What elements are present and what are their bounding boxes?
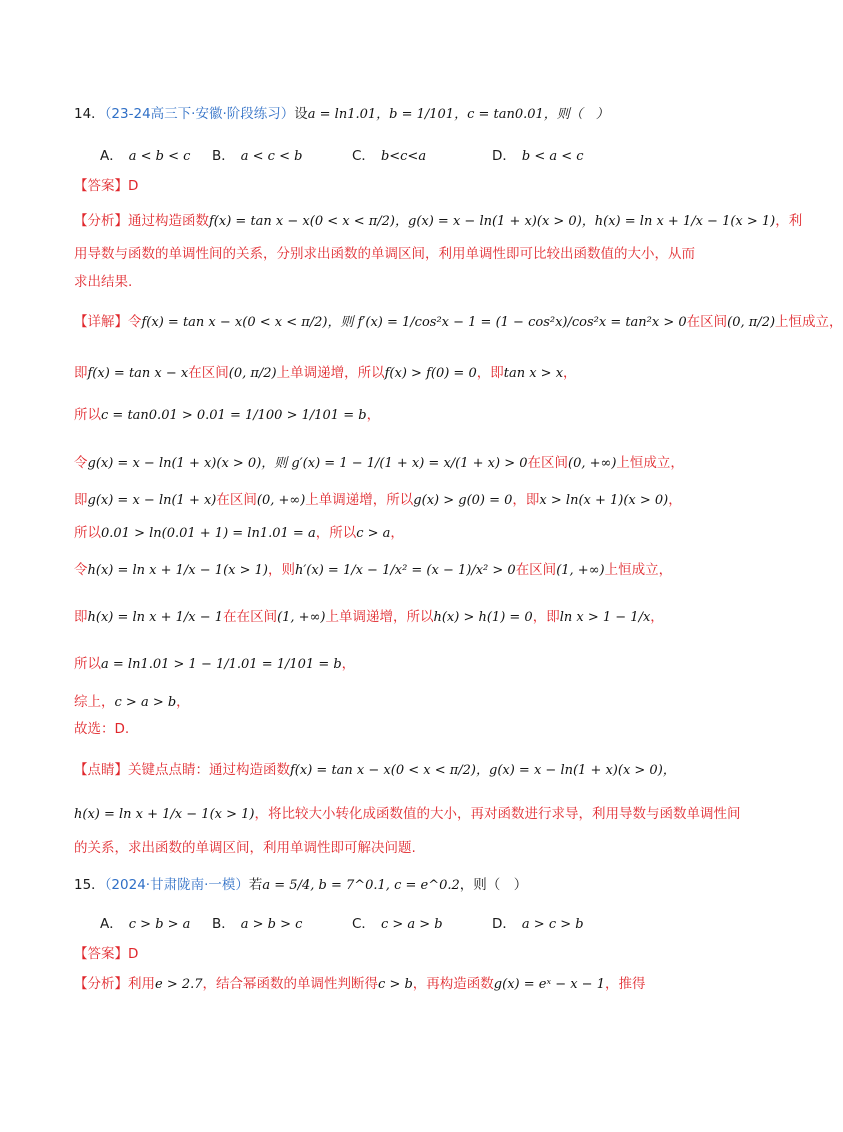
detail-math: (1, +∞)	[556, 563, 605, 578]
q15-source: （2024·甘肃陇南·一模）	[104, 877, 249, 893]
q15-answer	[74, 944, 734, 964]
detail-text: 在在区间	[223, 609, 278, 625]
detail-text: 上恒成立，	[616, 455, 684, 471]
detail-text: ，	[390, 525, 404, 541]
analysis-math: f(x) = tan x − x(0 < x < π/2)，g(x) = x − ln(1 + x)(x > 0)，h(x) = ln x + 1/x − 1(x > 1)	[209, 214, 776, 229]
detail-text: 在区间	[527, 455, 569, 471]
detail-text: ，	[563, 365, 577, 381]
q14-detail-line-6	[74, 523, 734, 544]
detail-text: 上恒成立，	[775, 314, 843, 330]
q15-analysis-line-1	[74, 974, 734, 995]
q14-option-d[interactable]	[492, 146, 584, 167]
q14-option-c[interactable]	[352, 146, 426, 167]
detail-text: 上单调递增，所以	[325, 609, 434, 625]
detail-math: g(x) > g(0) = 0	[413, 493, 513, 508]
analysis-text: ，推得	[604, 976, 646, 992]
option-label: C．	[352, 148, 375, 164]
detail-math: c = tan0.01 > 0.01 = 1/100 > 1/101 = b	[101, 408, 367, 423]
q14-option-b[interactable]	[212, 146, 302, 167]
q15-stem	[74, 875, 734, 896]
option-text: a < c < b	[240, 149, 303, 164]
q14-source: （23-24高三下·安徽·阶段练习）	[104, 106, 295, 122]
detail-text: 即	[74, 365, 88, 381]
detail-text: 上单调递增，所以	[305, 492, 414, 508]
detail-text: ，	[650, 609, 664, 625]
option-text: a > b > c	[240, 917, 303, 932]
q14-detail-line-2	[74, 363, 734, 384]
analysis-math: g(x) = eˣ − x − 1	[493, 977, 605, 992]
analysis-tag: 【分析】	[74, 976, 128, 992]
q14-stem-math: a = ln1.01，b = 1/101，c = tan0.01，则（ ）	[307, 107, 609, 122]
option-label: D．	[492, 148, 516, 164]
comment-math: f(x) = tan x − x(0 < x < π/2)，g(x) = x − ln(1 + x)(x > 0)，	[290, 763, 676, 778]
q14-detail-line-10	[74, 692, 734, 713]
detail-text: ，即	[532, 609, 560, 625]
detail-text: ，	[341, 656, 356, 672]
option-text: a > c > b	[521, 917, 584, 932]
option-label: B．	[212, 916, 235, 932]
option-label: A．	[100, 916, 123, 932]
detail-text: 上单调递增，所以	[276, 365, 385, 381]
detail-text: ，即	[476, 365, 504, 381]
answer-tag: 【答案】	[74, 178, 128, 194]
detail-math: ln x > 1 − 1/x	[559, 610, 651, 625]
q14-detail-line-3	[74, 405, 734, 426]
detail-text: 所以	[74, 525, 101, 541]
detail-math: 0.01 > ln(0.01 + 1) = ln1.01 = a	[101, 526, 316, 541]
detail-math: h(x) > h(1) = 0	[433, 610, 533, 625]
detail-math: g(x) = x − ln(1 + x)	[87, 493, 217, 508]
q14-detail-line-8	[74, 607, 734, 628]
option-label: A．	[100, 148, 123, 164]
detail-math: (0, +∞)	[568, 456, 617, 471]
q15-option-d[interactable]	[492, 914, 584, 935]
q15-stem-suffix: ，则（ ）	[459, 877, 528, 893]
q15-option-c[interactable]	[352, 914, 443, 935]
detail-math: g(x) = x − ln(1 + x)(x > 0)，则 g′(x) = 1 − 1/(1 + x) = x/(1 + x) > 0	[87, 456, 528, 471]
detail-math: h(x) = ln x + 1/x − 1	[87, 610, 224, 625]
detail-text: 即	[74, 609, 88, 625]
analysis-text: ，再构造函数	[412, 976, 494, 992]
detail-text: 故选：D.	[74, 721, 130, 737]
detail-math: h(x) = ln x + 1/x − 1(x > 1)	[87, 563, 268, 578]
comment-text: ，将比较大小转化成函数值的大小，再对函数进行求导，利用导数与函数单调性间	[254, 806, 741, 822]
analysis-text: ，利	[775, 213, 803, 229]
detail-text: ，	[366, 407, 381, 423]
detail-math: f(x) = tan x − x	[87, 366, 189, 381]
detail-math: f(x) > f(0) = 0	[384, 366, 477, 381]
q15-stem-prefix: 若	[248, 877, 263, 893]
detail-math: c > a	[356, 526, 391, 541]
answer-value: D	[128, 946, 139, 962]
detail-text: 在区间	[686, 314, 728, 330]
analysis-text: ，结合幂函数的单调性判断得	[202, 976, 379, 992]
detail-text: 即	[74, 492, 88, 508]
q14-detail-line-7	[74, 560, 734, 581]
detail-math: f(x) = tan x − x(0 < x < π/2)，则 f′(x) = 1/cos²x − 1 = (1 − cos²x)/cos²x = tan²x > 0	[141, 315, 687, 330]
answer-tag: 【答案】	[74, 946, 128, 962]
detail-text: 综上，	[74, 694, 115, 710]
q14-analysis-line-2: 用导数与函数的单调性间的关系，分别求出函数的单调区间，利用单调性即可比较出函数值的大小，从而	[74, 246, 695, 262]
analysis-math: c > b	[378, 977, 413, 992]
q15-option-b[interactable]	[212, 914, 302, 935]
q14-stem-prefix: 设	[294, 106, 308, 122]
detail-text: 令	[74, 455, 88, 471]
detail-math: (1, +∞)	[277, 610, 326, 625]
q14-option-a[interactable]	[100, 146, 190, 167]
q14-comment-line-1	[74, 760, 734, 781]
q14-detail-line-1	[74, 312, 843, 333]
analysis-text: 利用	[128, 976, 155, 992]
detail-text: 令	[74, 562, 88, 578]
detail-text: ，即	[512, 492, 540, 508]
detail-math: tan x > x	[503, 366, 564, 381]
analysis-tag: 【分析】	[74, 213, 128, 229]
detail-math: (0, +∞)	[256, 493, 306, 508]
comment-text: 关键点点睛：通过构造函数	[128, 762, 290, 778]
detail-text: 所以	[74, 656, 101, 672]
q14-answer	[74, 176, 734, 196]
detail-text: ，	[668, 492, 682, 508]
q14-detail-line-11	[74, 719, 734, 739]
detail-text: ，所以	[315, 525, 357, 541]
q14-detail-line-9	[74, 654, 734, 675]
q14-comment-line-2	[74, 804, 741, 825]
detail-text: 上恒成立，	[604, 562, 673, 578]
q15-number: 15．	[74, 877, 105, 893]
detail-text: 所以	[74, 407, 101, 423]
detail-math: h′(x) = 1/x − 1/x² = (x − 1)/x² > 0	[294, 563, 516, 578]
detail-text: 令	[128, 314, 142, 330]
detail-text: 在区间	[515, 562, 557, 578]
comment-math: h(x) = ln x + 1/x − 1(x > 1)	[74, 807, 255, 822]
detail-math: x > ln(x + 1)(x > 0)	[539, 493, 669, 508]
detail-text: ，则	[267, 562, 295, 578]
detail-text: 在区间	[216, 492, 257, 508]
q14-stem	[74, 104, 734, 125]
detail-text: ，	[176, 694, 190, 710]
q15-stem-math: a = 5/4, b = 7^0.1, c = e^0.2	[262, 878, 460, 893]
option-text: b<c<a	[380, 149, 427, 164]
option-label: B．	[212, 148, 235, 164]
q15-option-a[interactable]	[100, 914, 190, 935]
detail-math: a = ln1.01 > 1 − 1/1.01 = 1/101 = b	[101, 657, 342, 672]
option-text: c > b > a	[128, 917, 191, 932]
detail-math: (0, π/2)	[727, 315, 776, 330]
option-text: c > a > b	[380, 917, 443, 932]
comment-tag: 【点睛】	[74, 762, 128, 778]
q14-detail-line-4	[74, 453, 734, 474]
q14-comment-line-3: 的关系，求出函数的单调区间，利用单调性即可解决问题.	[74, 840, 416, 856]
detail-tag: 【详解】	[74, 314, 128, 330]
detail-text: 在区间	[188, 365, 229, 381]
option-label: C．	[352, 916, 375, 932]
q14-number: 14．	[74, 106, 105, 122]
answer-value: D	[128, 178, 139, 194]
option-text: b < a < c	[521, 149, 584, 164]
q14-analysis-line-1	[74, 211, 803, 232]
option-label: D．	[492, 916, 516, 932]
option-text: a < b < c	[128, 149, 191, 164]
analysis-math: e > 2.7	[155, 977, 203, 992]
detail-math: (0, π/2)	[228, 366, 277, 381]
analysis-text: 通过构造函数	[128, 213, 209, 229]
q14-detail-line-5	[74, 490, 734, 511]
detail-math: c > a > b	[114, 695, 177, 710]
q14-analysis-line-3: 求出结果.	[74, 274, 133, 290]
